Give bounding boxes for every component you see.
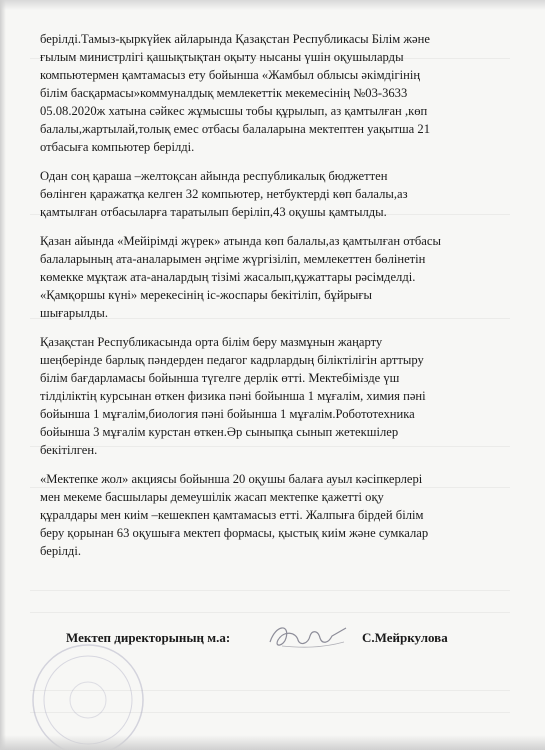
scan-top-edge — [0, 0, 545, 10]
document-body — [40, 30, 510, 571]
paragraph-kind-heart-action: Қазан айында «Мейірімді жүрек» атында көп балалы,аз қамтылған отбасы балаларының ата-аналарымен әңгіме жүргізіліп, мемлекеттен бөлінетін көмекке мұқтаж ата-аналардың тізімі жасалып,құжаттары рәсімделді. «Қамқоршы күні» мерекесінің іс-жоспары бекітіліп, бұйрығы шығарылды. — [40, 234, 441, 320]
bleed-through-line — [30, 590, 510, 591]
scan-bottom-edge — [0, 735, 545, 750]
bleed-through-line — [30, 612, 510, 613]
handwritten-signature-icon — [262, 618, 352, 654]
paragraph-budget-computers: Одан соң қараша –желтоқсан айында республикалық бюджеттен бөлінген қаражатқа келген 32 компьютер, нетбуктерді көп балалы,аз қамтылған отбасыларға таратылып беріліп,43 оқушы қамтылды. — [40, 169, 408, 219]
signatory-title: Мектеп директорының м.а: — [66, 630, 231, 645]
signature-block — [66, 626, 486, 656]
paragraph-teacher-training: Қазақстан Республикасында орта білім беру мазмұнын жаңарту шеңберінде барлық пәндерден педагог кадрлардың біліктілігін арттыру білім бағдарламасы бойынша түгелге дерлік өтті. Мектебімізде үш тілділіктің курсынан өткен физика пәні бойынша 1 мұғалім, химия пәні бойынша 1 мұғалім,биология пәні бойынша 1 мұғалім.Робототехника бойынша 3 мұғалім курстан өткен.Әр сыныпқа сынып жетекшілер бекітілген. — [40, 335, 426, 457]
paragraph-road-to-school: «Мектепке жол» акциясы бойынша 20 оқушы балаға ауыл кәсіпкерлері мен мекеме басшылары демеушілік жасап мектепке қажетті оқу құралдары мен киім –кешекпен қамтамасыз етті. Жалпыға бірдей білім беру қорынан 63 оқушыға мектеп формасы, қыстық киім және сумкалар берілді. — [40, 472, 429, 558]
scan-left-edge — [0, 0, 6, 750]
round-stamp-icon — [28, 640, 148, 750]
paragraph-computers-distribution: берілді.Тамыз-қыркүйек айларында Қазақстан Республикасы Білім және ғылым министрлігі қашықтықтан оқыту нысаны үшін оқушыларды компьютермен қамтамасыз ету бойынша «Жамбыл облысы әкімдігінің білім басқармасы»коммуналдық мемлекеттік мекемесінің №03-3633 05.08.2020ж хатына сәйкес жұмысшы тобы құрылып, аз қамтылған ,көп балалы,жартылай,толық емес отбасы балаларына мектептен уақытша 21 отбасыға компьютер берілді. — [40, 32, 431, 154]
signatory-name: С.Мейркулова — [362, 630, 448, 645]
